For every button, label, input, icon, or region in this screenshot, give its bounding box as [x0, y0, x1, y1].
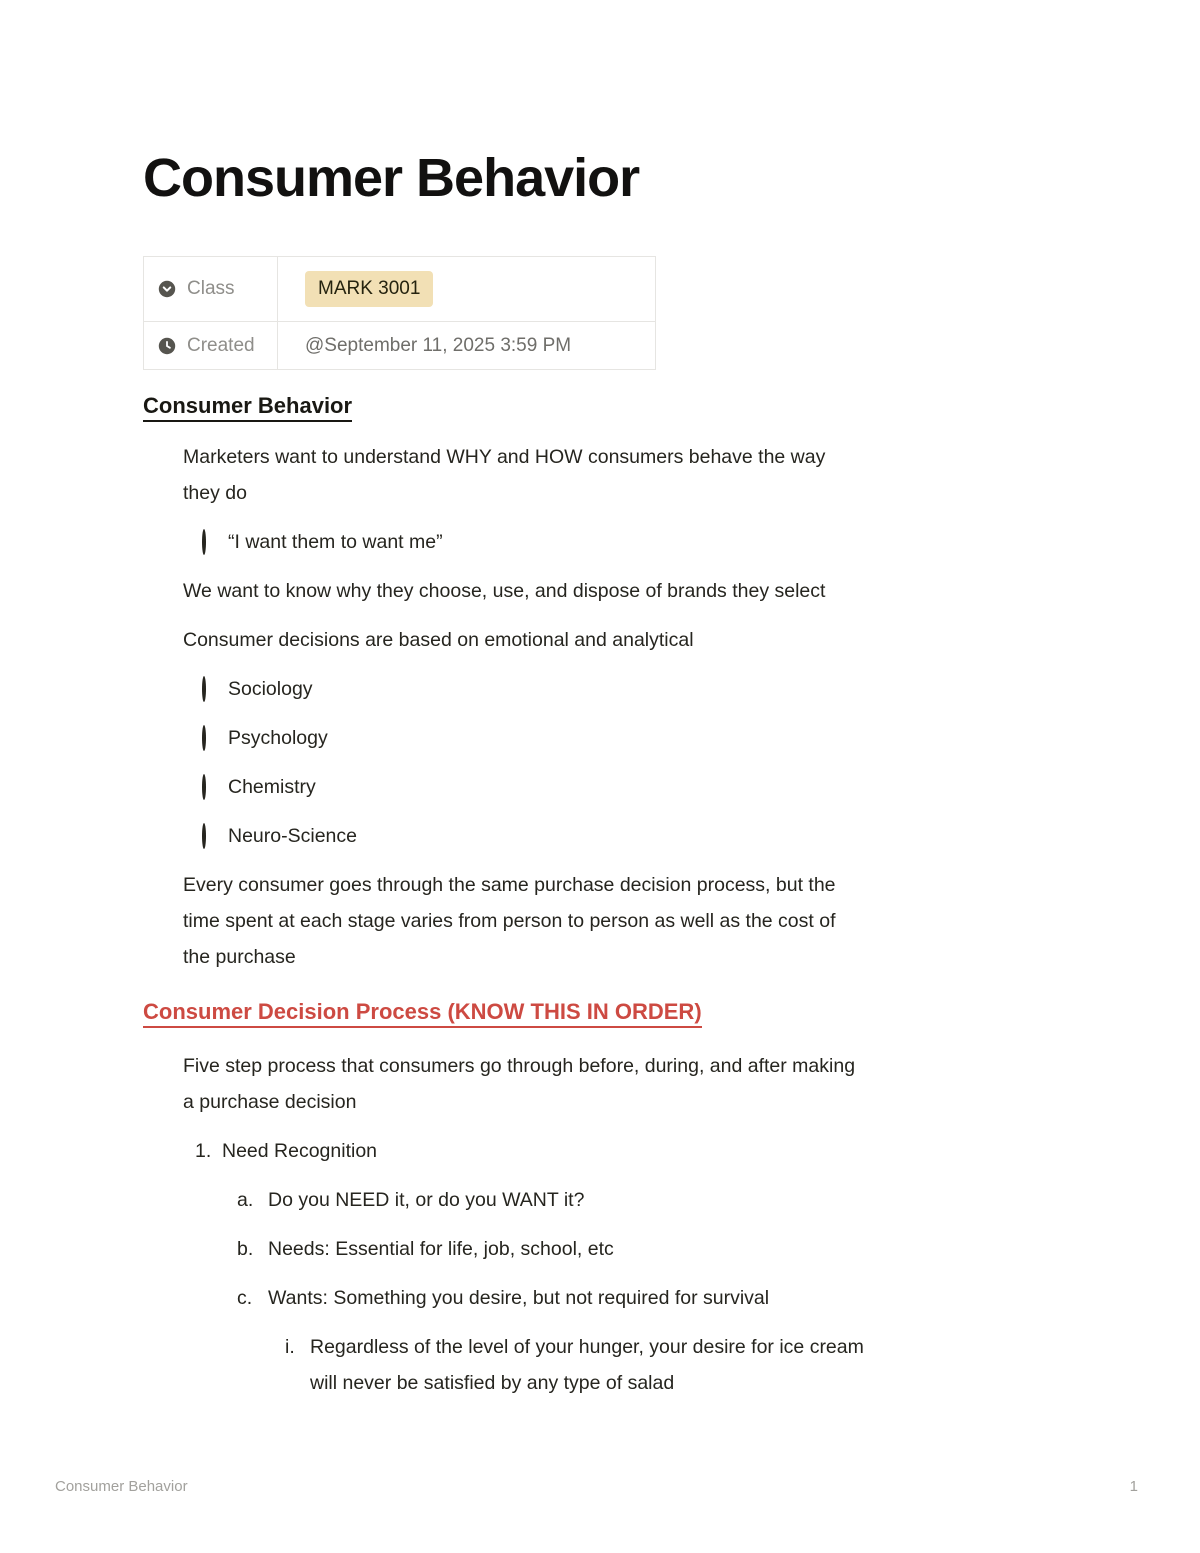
lettered-list-item: c. Wants: Something you desire, but not required for survival	[143, 1280, 1058, 1316]
bullet-disc	[158, 622, 183, 658]
list-item: Five step process that consumers go through before, during, and after making a purchase decision	[143, 1048, 1058, 1120]
created-date-mention: @September 11, 2025 3:59 PM	[305, 334, 572, 356]
list-item: We want to know why they choose, use, and dispose of brands they select	[143, 573, 1058, 609]
bullet-circle	[202, 769, 228, 805]
property-label: Class	[187, 278, 235, 299]
page-footer	[55, 1478, 1138, 1495]
list-item: Consumer decisions are based on emotional and analytical	[143, 622, 1058, 658]
roman-marker: i.	[285, 1336, 295, 1358]
bullet-disc	[158, 439, 183, 511]
bullet-disc	[158, 867, 183, 975]
list-item: Every consumer goes through the same purchase decision process, but the time spent at each stage varies from person to person as well as the cost of the purchase	[143, 867, 1058, 975]
lettered-list-item: b. Needs: Essential for life, job, school, etc	[143, 1231, 1058, 1267]
bullet-circle	[202, 818, 228, 854]
list-item: Neuro-Science	[143, 818, 1058, 854]
roman-list-item: i. Regardless of the level of your hunger, your desire for ice cream will never be satisfied by any type of salad	[143, 1329, 1058, 1401]
select-property-icon	[158, 280, 176, 298]
clock-icon	[158, 337, 176, 355]
lettered-list-item: a. Do you NEED it, or do you WANT it?	[143, 1182, 1058, 1218]
class-tag: MARK 3001	[305, 271, 433, 307]
property-row-class	[144, 257, 656, 322]
letter-marker: b.	[237, 1238, 254, 1260]
property-row-created	[144, 322, 656, 370]
bullet-circle	[202, 524, 228, 560]
list-item: Sociology	[143, 671, 1058, 707]
section-heading-consumer-behavior: Consumer Behavior	[143, 392, 1058, 422]
list-item: “I want them to want me”	[143, 524, 1058, 560]
bullet-disc	[158, 1048, 183, 1120]
properties-table	[143, 256, 656, 370]
footer-document-title: Consumer Behavior	[55, 1478, 188, 1495]
number-marker: 1.	[195, 1140, 212, 1162]
property-label: Created	[187, 334, 255, 356]
section-heading-consumer-decision-process: Consumer Decision Process (KNOW THIS IN ORDER)	[143, 998, 1058, 1028]
bullet-circle	[202, 720, 228, 756]
numbered-list-item: 1. Need Recognition	[143, 1133, 1058, 1169]
bullet-disc	[158, 573, 183, 609]
page-title: Consumer Behavior	[143, 148, 640, 208]
bullet-list	[143, 439, 1058, 975]
letter-marker: c.	[237, 1287, 253, 1309]
decision-process-list	[143, 1048, 1058, 1401]
list-item: Marketers want to understand WHY and HOW consumers behave the way they do	[143, 439, 1058, 511]
bullet-circle	[202, 671, 228, 707]
page-content	[143, 0, 1058, 1414]
list-item: Chemistry	[143, 769, 1058, 805]
list-item: Psychology	[143, 720, 1058, 756]
footer-page-number: 1	[1129, 1478, 1138, 1495]
letter-marker: a.	[237, 1189, 254, 1211]
